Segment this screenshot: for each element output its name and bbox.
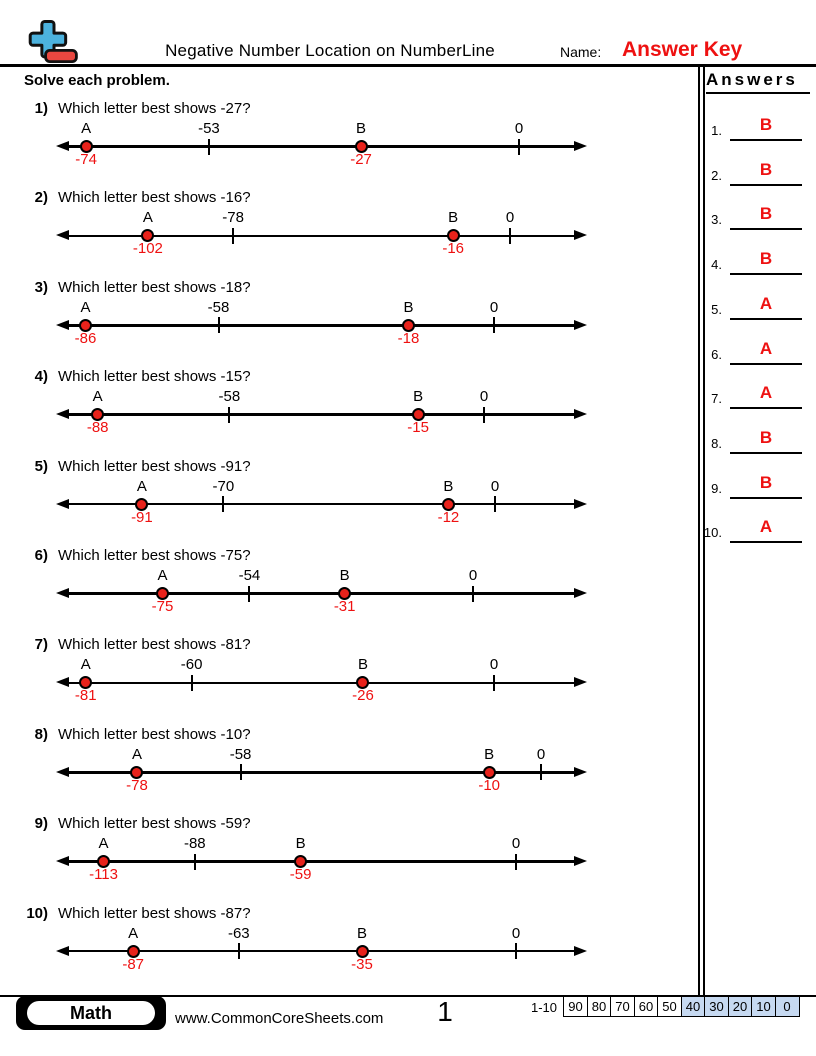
- question-number: 5): [34, 457, 48, 475]
- name-label: Name:: [560, 44, 602, 60]
- question-text: Which letter best shows -27?: [58, 100, 251, 117]
- problem-block: [0, 547, 700, 637]
- left-arrow-icon: [56, 767, 69, 777]
- left-arrow-icon: [56, 856, 69, 866]
- zero-tick: [493, 317, 495, 333]
- answer-number: 7.: [711, 391, 722, 407]
- answer-letter: A: [759, 383, 773, 403]
- number-line: [66, 592, 576, 595]
- question-text: Which letter best shows -59?: [58, 815, 251, 833]
- point-b-letter: B: [339, 567, 350, 584]
- score-cell: 30: [704, 996, 729, 1017]
- zero-label: 0: [536, 745, 546, 763]
- zero-label: 0: [489, 298, 499, 316]
- answer-letter: B: [759, 249, 773, 269]
- problem-block: [0, 279, 700, 369]
- mid-tick-label: -70: [212, 477, 235, 495]
- header-divider: [0, 64, 816, 67]
- mid-tick: [228, 407, 230, 423]
- zero-tick: [483, 407, 485, 423]
- point-b-value: -35: [351, 955, 373, 973]
- left-arrow-icon: [56, 946, 69, 956]
- score-cell: 0: [775, 996, 800, 1017]
- zero-label: 0: [511, 924, 521, 942]
- problem-block: [0, 100, 700, 190]
- zero-tick: [494, 496, 496, 512]
- problem-block: [0, 189, 700, 279]
- zero-tick: [518, 139, 520, 155]
- answer-blank-line: [730, 497, 802, 499]
- problem-block: [0, 458, 700, 548]
- mid-tick: [248, 586, 250, 602]
- score-cell: 80: [587, 996, 612, 1017]
- point-a-letter: A: [92, 388, 103, 406]
- zero-tick: [540, 764, 542, 780]
- problem-block: [0, 905, 700, 995]
- answer-letter: B: [759, 159, 773, 179]
- point-b-value: -59: [289, 866, 312, 884]
- answer-number: 10.: [703, 525, 722, 541]
- point-a-value: -81: [74, 687, 97, 705]
- answer-letter: B: [759, 427, 773, 447]
- instructions-text: Solve each problem.: [24, 72, 170, 89]
- zero-label: 0: [468, 567, 478, 584]
- answer-blank-line: [730, 273, 802, 275]
- point-a-letter: A: [131, 745, 142, 763]
- number-line: [66, 860, 576, 863]
- score-cell: 40: [681, 996, 706, 1017]
- point-a-letter: A: [128, 924, 139, 942]
- question-text: Which letter best shows -10?: [58, 725, 251, 743]
- question-number: 10): [26, 904, 48, 922]
- question-text: Which letter best shows -91?: [58, 457, 251, 475]
- question-text: Which letter best shows -15?: [58, 368, 251, 386]
- answer-key-label: Answer Key: [622, 38, 743, 61]
- mid-tick: [240, 764, 242, 780]
- point-b-value: -16: [442, 240, 465, 258]
- answer-blank-line: [730, 407, 802, 409]
- answer-number: 8.: [711, 435, 722, 451]
- subject-badge: [16, 996, 166, 1030]
- answer-number: 2.: [711, 167, 722, 183]
- answers-panel-title: Answers: [706, 70, 810, 94]
- point-a-value: -88: [86, 419, 109, 437]
- point-a-letter: A: [157, 567, 168, 584]
- left-arrow-icon: [56, 499, 69, 509]
- point-a-value: -78: [126, 776, 148, 794]
- score-table: [563, 996, 800, 1017]
- point-a-letter: A: [142, 209, 153, 227]
- zero-label: 0: [490, 477, 500, 495]
- zero-tick: [472, 586, 474, 602]
- point-b-value: -18: [397, 329, 420, 347]
- left-arrow-icon: [56, 141, 69, 151]
- score-cell: 20: [728, 996, 753, 1017]
- left-arrow-icon: [56, 320, 69, 330]
- mid-tick: [238, 943, 240, 959]
- mid-tick: [218, 317, 220, 333]
- point-b-letter: B: [295, 835, 306, 853]
- point-b-value: -27: [350, 151, 372, 168]
- mid-tick-label: -88: [183, 835, 206, 853]
- answer-number: 6.: [711, 346, 722, 362]
- question-text: Which letter best shows -16?: [58, 189, 251, 207]
- question-text: Which letter best shows -75?: [58, 547, 251, 564]
- point-a-value: -113: [89, 866, 119, 884]
- mid-tick: [191, 675, 193, 691]
- zero-tick: [509, 228, 511, 244]
- right-arrow-icon: [574, 677, 587, 687]
- answer-blank-line: [730, 139, 802, 141]
- score-cell: 50: [657, 996, 682, 1017]
- point-a-value: -91: [131, 508, 153, 526]
- question-number: 7): [34, 636, 48, 654]
- question-number: 9): [34, 815, 48, 833]
- mid-tick-label: -78: [222, 209, 244, 227]
- mid-tick-label: -60: [180, 656, 203, 674]
- answer-number: 4.: [711, 257, 722, 273]
- question-number: 3): [34, 278, 48, 296]
- problem-block: [0, 636, 700, 726]
- right-arrow-icon: [574, 499, 587, 509]
- question-text: Which letter best shows -87?: [58, 904, 251, 922]
- point-b-value: -15: [407, 419, 429, 437]
- mid-tick: [194, 854, 196, 870]
- mid-tick: [232, 228, 234, 244]
- point-a-letter: A: [80, 656, 91, 674]
- left-arrow-icon: [56, 409, 69, 419]
- point-a-value: -75: [151, 598, 174, 615]
- zero-label: 0: [489, 656, 499, 674]
- question-text: Which letter best shows -81?: [58, 636, 251, 654]
- point-a-value: -102: [132, 240, 163, 258]
- left-arrow-icon: [56, 677, 69, 687]
- subject-label: Math: [27, 1001, 155, 1025]
- zero-tick: [515, 854, 517, 870]
- number-line: [66, 413, 576, 416]
- right-arrow-icon: [574, 230, 587, 240]
- answer-number: 1.: [711, 123, 722, 138]
- point-b-value: -31: [333, 598, 356, 615]
- page-title: Negative Number Location on NumberLine: [165, 41, 495, 60]
- zero-label: 0: [514, 120, 524, 137]
- mid-tick-label: -58: [218, 388, 241, 406]
- zero-label: 0: [511, 835, 521, 853]
- plus-minus-logo-icon: [26, 16, 82, 68]
- right-arrow-icon: [574, 409, 587, 419]
- page-number: 1: [437, 996, 453, 1027]
- answer-number: 5.: [711, 301, 722, 317]
- point-b-letter: B: [356, 924, 368, 942]
- number-line: [66, 324, 576, 327]
- problem-block: [0, 815, 700, 905]
- answer-blank-line: [730, 184, 802, 186]
- mid-tick-label: -53: [198, 120, 220, 137]
- answer-letter: B: [759, 115, 773, 134]
- answer-blank-line: [730, 228, 802, 230]
- mid-tick: [208, 139, 210, 155]
- number-line: [66, 682, 576, 685]
- right-arrow-icon: [574, 856, 587, 866]
- number-line: [66, 950, 576, 953]
- answer-letter: A: [759, 293, 773, 313]
- score-cell: 60: [634, 996, 659, 1017]
- answer-number: 9.: [711, 480, 722, 496]
- point-b-letter: B: [356, 120, 367, 137]
- answer-number: 3.: [711, 212, 722, 228]
- point-a-letter: A: [136, 477, 147, 495]
- number-line: [66, 145, 576, 148]
- website-text: www.CommonCoreSheets.com: [175, 1010, 384, 1027]
- left-arrow-icon: [56, 230, 69, 240]
- score-cell: 70: [610, 996, 635, 1017]
- point-b-value: -26: [352, 687, 374, 705]
- point-a-value: -87: [122, 955, 145, 973]
- point-b-letter: B: [403, 298, 414, 316]
- mid-tick-label: -58: [229, 745, 252, 763]
- right-arrow-icon: [574, 320, 587, 330]
- mid-tick-label: -58: [207, 298, 230, 316]
- question-number: 1): [34, 100, 48, 117]
- problem-block: [0, 726, 700, 816]
- point-b-letter: B: [443, 477, 454, 495]
- zero-label: 0: [505, 209, 515, 227]
- question-number: 6): [34, 547, 48, 564]
- point-a-value: -86: [74, 329, 97, 347]
- answer-letter: A: [759, 338, 773, 358]
- right-arrow-icon: [574, 767, 587, 777]
- point-a-value: -74: [75, 151, 97, 168]
- question-number: 4): [34, 368, 48, 386]
- answer-letter: B: [759, 472, 773, 492]
- zero-tick: [515, 943, 517, 959]
- point-b-letter: B: [357, 656, 368, 674]
- answer-blank-line: [730, 363, 802, 365]
- left-arrow-icon: [56, 588, 69, 598]
- answer-blank-line: [730, 452, 802, 454]
- point-a-letter: A: [81, 120, 92, 137]
- point-b-letter: B: [448, 209, 459, 227]
- mid-tick: [222, 496, 224, 512]
- zero-tick: [493, 675, 495, 691]
- point-a-letter: A: [98, 835, 109, 853]
- question-number: 8): [34, 725, 48, 743]
- mid-tick-label: -63: [227, 924, 250, 942]
- point-b-letter: B: [413, 388, 424, 406]
- right-arrow-icon: [574, 588, 587, 598]
- point-b-value: -10: [478, 776, 501, 794]
- zero-label: 0: [479, 388, 489, 406]
- point-b-letter: B: [484, 745, 495, 763]
- question-text: Which letter best shows -18?: [58, 278, 251, 296]
- answer-letter: B: [759, 204, 773, 224]
- point-b-value: -12: [437, 508, 460, 526]
- score-range-label: 1-10: [530, 1000, 557, 1015]
- right-arrow-icon: [574, 141, 587, 151]
- answer-blank-line: [730, 318, 802, 320]
- answer-blank-line: [730, 541, 802, 543]
- right-arrow-icon: [574, 946, 587, 956]
- answer-letter: A: [759, 517, 773, 537]
- score-cell: 90: [563, 996, 588, 1017]
- mid-tick-label: -54: [238, 567, 261, 584]
- problem-block: [0, 368, 700, 458]
- point-a-letter: A: [80, 298, 91, 316]
- question-number: 2): [34, 189, 48, 207]
- score-cell: 10: [751, 996, 776, 1017]
